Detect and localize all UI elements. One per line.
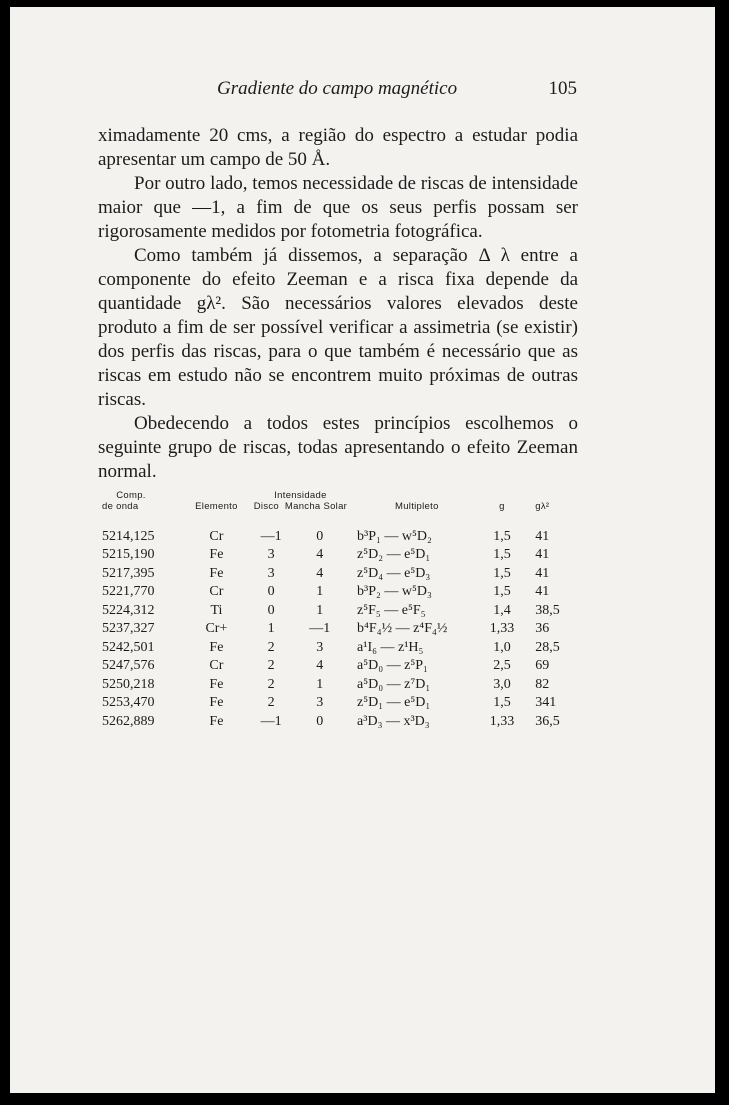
cell-intensity-disk: —1: [260, 528, 282, 544]
body-text: [98, 124, 578, 484]
cell-g: 1,5: [493, 695, 511, 710]
header-elemento: Elemento: [195, 501, 238, 512]
cell-glambda: 28,5: [535, 639, 560, 655]
cell-g: 3,0: [493, 676, 511, 692]
paragraph: Como também já dissemos, a separação Δ λ entre a componente do efeito Zeeman e a risca fixa depende da quantidade gλ². São necessários valores elevados deste produto a fim de ser possível verificar a assimetria (se existir) dos perfis das riscas, para o que também é necessário que as riscas em estudo não se encontrem muito próximas de outras riscas.: [98, 245, 578, 410]
cell-intensity-spot: 1: [316, 602, 324, 618]
cell-intensity-spot: 4: [316, 547, 324, 562]
cell-intensity-spot: 1: [316, 584, 324, 599]
paragraph: Obedecendo a todos estes princípios escolhemos o seguinte grupo de riscas, todas apresentando o efeito Zeeman normal.: [98, 413, 578, 482]
cell-wavelength: 5221,770: [102, 584, 155, 599]
cell-element: Fe: [209, 547, 224, 562]
page-number: 105: [548, 78, 577, 99]
cell-intensity-disk: 2: [267, 658, 275, 673]
cell-multiplet: z⁵D₂ — e⁵D₁: [357, 547, 431, 562]
table-row: [102, 545, 582, 564]
cell-g: 1,5: [493, 565, 511, 581]
cell-multiplet: a⁵D₀ — z⁵P₁: [357, 658, 428, 673]
cell-wavelength: 5253,470: [102, 695, 155, 710]
header-glambda: gλ²: [535, 501, 550, 512]
table-row: [102, 674, 582, 693]
cell-g: 2,5: [493, 658, 511, 673]
cell-wavelength: 5214,125: [102, 528, 155, 544]
cell-glambda: 38,5: [535, 602, 560, 618]
cell-glambda: 41: [535, 565, 550, 581]
cell-element: Ti: [210, 602, 223, 618]
cell-element: Cr+: [205, 621, 228, 636]
paragraph: Por outro lado, temos necessidade de riscas de intensidade maior que —1, a fim de que os seus perfis possam ser rigorosamente medidos por fotometria fotográfica.: [98, 173, 578, 242]
header-g: g: [499, 501, 505, 512]
cell-intensity-spot: 4: [316, 565, 324, 581]
table-header-row: [102, 490, 582, 526]
cell-g: 1,5: [493, 584, 511, 599]
header-multipleto: Multipleto: [395, 501, 439, 512]
paragraph: ximadamente 20 cms, a região do espectro a estudar podia apresentar um campo de 50 Å.: [98, 125, 578, 170]
cell-g: 1,4: [493, 602, 511, 618]
cell-multiplet: b³P₁ — w⁵D₂: [357, 528, 432, 544]
cell-intensity-disk: 2: [267, 695, 275, 710]
cell-multiplet: a¹I₆ — z¹H₅: [357, 639, 424, 655]
cell-multiplet: a⁵D₀ — z⁷D₁: [357, 676, 431, 692]
cell-multiplet: z⁵D₄ — e⁵D₃: [357, 565, 431, 581]
cell-element: Fe: [209, 639, 224, 655]
cell-intensity-disk: 0: [267, 584, 275, 599]
table-row: [102, 600, 582, 619]
cell-glambda: 82: [535, 676, 550, 692]
cell-multiplet: z⁵F₅ — e⁵F₅: [357, 602, 426, 618]
cell-g: 1,33: [489, 621, 515, 636]
cell-glambda: 41: [535, 547, 550, 562]
cell-wavelength: 5217,395: [102, 565, 155, 581]
cell-intensity-disk: 3: [267, 547, 275, 562]
cell-g: 1,33: [489, 713, 515, 729]
cell-intensity-spot: —1: [309, 621, 331, 636]
table-row: [102, 656, 582, 675]
cell-element: Fe: [209, 695, 224, 710]
cell-multiplet: a³D₃ — x³D₃: [357, 713, 430, 729]
cell-glambda: 41: [535, 584, 550, 599]
cell-element: Cr: [209, 528, 224, 544]
running-title: Gradiente do campo magnético: [217, 78, 458, 99]
cell-glambda: 41: [535, 528, 550, 544]
cell-element: Cr: [209, 658, 224, 673]
table-row: [102, 563, 582, 582]
cell-intensity-spot: 3: [316, 695, 324, 710]
cell-intensity-disk: 3: [267, 565, 275, 581]
cell-element: Cr: [209, 584, 224, 599]
cell-glambda: 69: [535, 658, 550, 673]
cell-intensity-disk: 2: [267, 639, 275, 655]
header-comp: Comp. de onda: [102, 490, 146, 512]
cell-intensity-spot: 1: [316, 676, 324, 692]
table-row: [102, 637, 582, 656]
cell-g: 1,5: [493, 528, 511, 544]
cell-element: Fe: [209, 676, 224, 692]
cell-multiplet: b⁴F₄½ — z⁴F₄½: [357, 621, 448, 636]
header-intensidade: Intensidade Disco Mancha Solar: [253, 490, 348, 512]
cell-g: 1,5: [493, 547, 511, 562]
cell-wavelength: 5262,889: [102, 713, 155, 729]
table-row: [102, 582, 582, 601]
cell-wavelength: 5224,312: [102, 602, 155, 618]
cell-intensity-disk: 2: [267, 676, 275, 692]
cell-element: Fe: [209, 713, 224, 729]
cell-multiplet: z⁵D₁ — e⁵D₁: [357, 695, 431, 710]
cell-wavelength: 5215,190: [102, 547, 155, 562]
cell-g: 1,0: [493, 639, 511, 655]
table-row: [102, 619, 582, 638]
cell-wavelength: 5247,576: [102, 658, 155, 673]
cell-wavelength: 5237,327: [102, 621, 155, 636]
table-row: [102, 693, 582, 712]
cell-intensity-disk: —1: [260, 713, 282, 729]
cell-intensity-spot: 4: [316, 658, 324, 673]
cell-intensity-disk: 1: [267, 621, 275, 636]
book-page: [10, 7, 715, 1093]
cell-intensity-spot: 0: [316, 528, 324, 544]
spectral-lines-table: [102, 490, 582, 730]
cell-glambda: 36: [535, 621, 550, 636]
cell-element: Fe: [209, 565, 224, 581]
table-row: [102, 526, 582, 545]
cell-intensity-spot: 3: [316, 639, 324, 655]
cell-intensity-spot: 0: [316, 713, 324, 729]
cell-multiplet: b³P₂ — w⁵D₃: [357, 584, 432, 599]
cell-glambda: 341: [535, 695, 557, 710]
cell-intensity-disk: 0: [267, 602, 275, 618]
cell-glambda: 36,5: [535, 713, 560, 729]
page-header: [217, 78, 577, 108]
table-row: [102, 711, 582, 730]
cell-wavelength: 5250,218: [102, 676, 155, 692]
cell-wavelength: 5242,501: [102, 639, 155, 655]
